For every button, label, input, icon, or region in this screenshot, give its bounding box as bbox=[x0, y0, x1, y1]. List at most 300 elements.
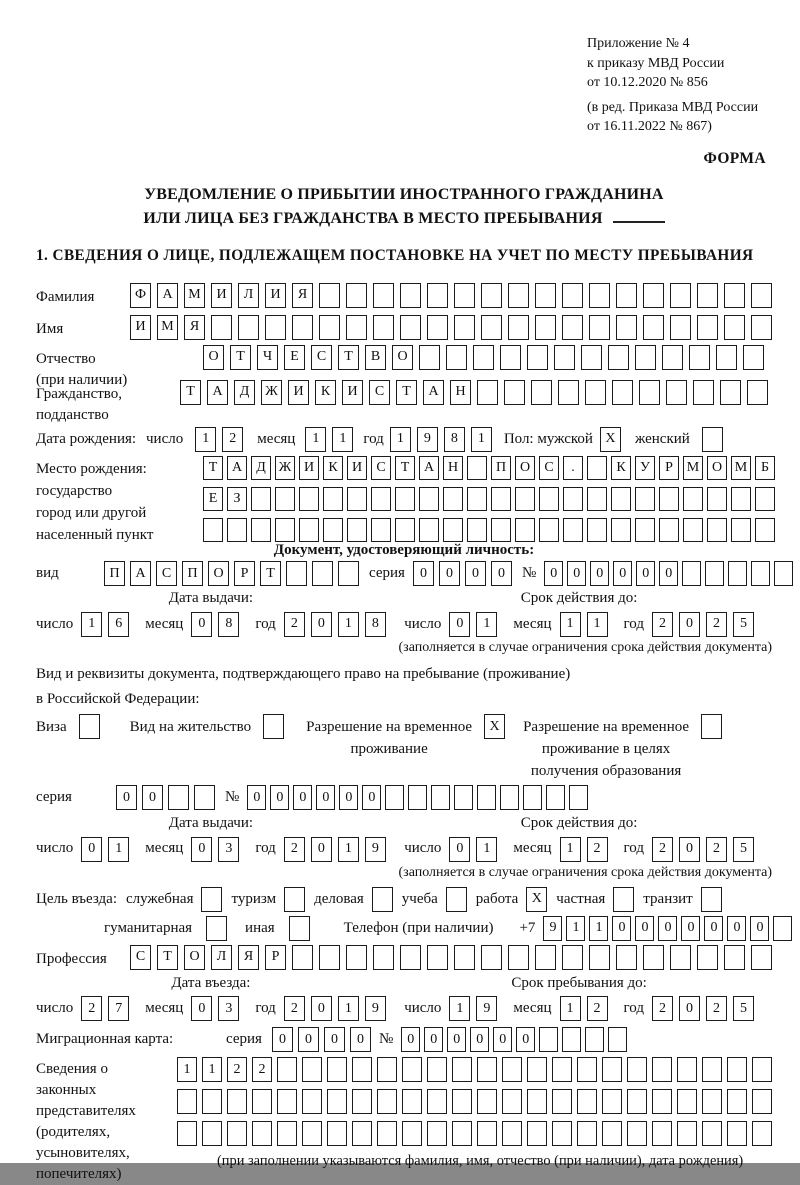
char-cell[interactable] bbox=[752, 1089, 772, 1114]
char-cell[interactable]: 0 bbox=[659, 561, 678, 586]
char-cell[interactable] bbox=[419, 518, 439, 542]
purpose-checkbox[interactable] bbox=[372, 887, 393, 912]
char-cell[interactable] bbox=[635, 518, 655, 542]
char-cell[interactable] bbox=[539, 1027, 558, 1052]
char-cell[interactable]: С bbox=[369, 380, 390, 405]
char-cell[interactable] bbox=[275, 518, 295, 542]
char-cell[interactable]: П bbox=[104, 561, 125, 586]
char-cell[interactable] bbox=[677, 1057, 697, 1082]
char-cell[interactable] bbox=[515, 487, 535, 511]
char-cell[interactable] bbox=[515, 518, 535, 542]
char-cell[interactable]: 1 bbox=[177, 1057, 197, 1082]
char-cell[interactable] bbox=[481, 315, 502, 340]
char-cell[interactable]: 3 bbox=[218, 996, 239, 1021]
char-cell[interactable]: 1 bbox=[195, 427, 216, 452]
char-cell[interactable] bbox=[347, 487, 367, 511]
char-cell[interactable]: 2 bbox=[706, 837, 727, 862]
char-cell[interactable] bbox=[395, 518, 415, 542]
char-cell[interactable]: 2 bbox=[706, 996, 727, 1021]
char-cell[interactable] bbox=[589, 283, 610, 308]
char-cell[interactable] bbox=[454, 283, 475, 308]
char-cell[interactable] bbox=[323, 518, 343, 542]
char-cell[interactable] bbox=[747, 380, 768, 405]
char-cell[interactable] bbox=[587, 456, 607, 480]
char-cell[interactable] bbox=[371, 518, 391, 542]
char-cell[interactable]: И bbox=[347, 456, 367, 480]
char-cell[interactable] bbox=[677, 1089, 697, 1114]
char-cell[interactable]: 0 bbox=[311, 612, 332, 637]
char-cell[interactable] bbox=[371, 487, 391, 511]
char-cell[interactable]: 0 bbox=[681, 916, 700, 941]
char-cell[interactable]: 1 bbox=[305, 427, 326, 452]
char-cell[interactable] bbox=[751, 561, 770, 586]
char-cell[interactable] bbox=[755, 487, 775, 511]
char-cell[interactable] bbox=[697, 283, 718, 308]
char-cell[interactable]: К bbox=[315, 380, 336, 405]
char-cell[interactable] bbox=[502, 1089, 522, 1114]
char-cell[interactable] bbox=[585, 1027, 604, 1052]
char-cell[interactable] bbox=[385, 785, 404, 810]
char-cell[interactable] bbox=[724, 283, 745, 308]
char-cell[interactable] bbox=[697, 945, 718, 970]
char-cell[interactable] bbox=[689, 345, 710, 370]
char-cell[interactable] bbox=[352, 1121, 372, 1146]
char-cell[interactable]: 0 bbox=[449, 837, 470, 862]
char-cell[interactable] bbox=[431, 785, 450, 810]
char-cell[interactable]: 0 bbox=[465, 561, 486, 586]
char-cell[interactable]: 1 bbox=[338, 612, 359, 637]
char-cell[interactable]: 0 bbox=[191, 612, 212, 637]
char-cell[interactable] bbox=[562, 945, 583, 970]
char-cell[interactable]: О bbox=[208, 561, 229, 586]
char-cell[interactable] bbox=[585, 380, 606, 405]
char-cell[interactable]: 0 bbox=[516, 1027, 535, 1052]
char-cell[interactable] bbox=[563, 518, 583, 542]
char-cell[interactable]: 0 bbox=[247, 785, 266, 810]
char-cell[interactable] bbox=[373, 945, 394, 970]
char-cell[interactable] bbox=[477, 380, 498, 405]
char-cell[interactable] bbox=[227, 1089, 247, 1114]
char-cell[interactable] bbox=[373, 315, 394, 340]
char-cell[interactable] bbox=[728, 561, 747, 586]
char-cell[interactable]: 7 bbox=[108, 996, 129, 1021]
char-cell[interactable] bbox=[659, 487, 679, 511]
char-cell[interactable]: С bbox=[539, 456, 559, 480]
char-cell[interactable]: 0 bbox=[413, 561, 434, 586]
char-cell[interactable]: Л bbox=[211, 945, 232, 970]
char-cell[interactable] bbox=[395, 487, 415, 511]
char-cell[interactable] bbox=[755, 518, 775, 542]
char-cell[interactable]: И bbox=[299, 456, 319, 480]
char-cell[interactable] bbox=[627, 1089, 647, 1114]
char-cell[interactable] bbox=[670, 315, 691, 340]
char-cell[interactable]: Ж bbox=[275, 456, 295, 480]
char-cell[interactable]: . bbox=[563, 456, 583, 480]
char-cell[interactable] bbox=[408, 785, 427, 810]
char-cell[interactable]: 0 bbox=[449, 612, 470, 637]
char-cell[interactable]: 0 bbox=[293, 785, 312, 810]
char-cell[interactable]: 9 bbox=[543, 916, 562, 941]
char-cell[interactable]: 1 bbox=[566, 916, 585, 941]
char-cell[interactable]: Т bbox=[338, 345, 359, 370]
male-checkbox[interactable]: X bbox=[600, 427, 621, 452]
char-cell[interactable]: 3 bbox=[218, 837, 239, 862]
char-cell[interactable]: 2 bbox=[284, 612, 305, 637]
char-cell[interactable] bbox=[652, 1089, 672, 1114]
char-cell[interactable]: 1 bbox=[338, 996, 359, 1021]
char-cell[interactable] bbox=[724, 315, 745, 340]
char-cell[interactable]: 0 bbox=[324, 1027, 345, 1052]
char-cell[interactable]: М bbox=[157, 315, 178, 340]
char-cell[interactable]: Н bbox=[443, 456, 463, 480]
char-cell[interactable] bbox=[277, 1121, 297, 1146]
char-cell[interactable] bbox=[452, 1121, 472, 1146]
char-cell[interactable]: Т bbox=[396, 380, 417, 405]
char-cell[interactable]: Д bbox=[251, 456, 271, 480]
char-cell[interactable]: Т bbox=[260, 561, 281, 586]
char-cell[interactable]: 0 bbox=[727, 916, 746, 941]
char-cell[interactable] bbox=[751, 283, 772, 308]
char-cell[interactable]: 0 bbox=[191, 996, 212, 1021]
char-cell[interactable] bbox=[373, 283, 394, 308]
char-cell[interactable]: 0 bbox=[362, 785, 381, 810]
char-cell[interactable] bbox=[252, 1121, 272, 1146]
char-cell[interactable] bbox=[327, 1057, 347, 1082]
char-cell[interactable]: М bbox=[731, 456, 751, 480]
char-cell[interactable] bbox=[707, 487, 727, 511]
char-cell[interactable]: 9 bbox=[417, 427, 438, 452]
char-cell[interactable]: 1 bbox=[560, 837, 581, 862]
char-cell[interactable]: Т bbox=[230, 345, 251, 370]
char-cell[interactable] bbox=[427, 945, 448, 970]
char-cell[interactable] bbox=[302, 1057, 322, 1082]
char-cell[interactable]: Н bbox=[450, 380, 471, 405]
char-cell[interactable] bbox=[587, 487, 607, 511]
char-cell[interactable] bbox=[670, 945, 691, 970]
char-cell[interactable]: 0 bbox=[679, 837, 700, 862]
char-cell[interactable]: М bbox=[184, 283, 205, 308]
char-cell[interactable] bbox=[751, 945, 772, 970]
char-cell[interactable] bbox=[491, 518, 511, 542]
char-cell[interactable] bbox=[177, 1089, 197, 1114]
char-cell[interactable] bbox=[352, 1089, 372, 1114]
char-cell[interactable]: 0 bbox=[401, 1027, 420, 1052]
char-cell[interactable]: С bbox=[130, 945, 151, 970]
char-cell[interactable]: 5 bbox=[733, 612, 754, 637]
char-cell[interactable] bbox=[643, 945, 664, 970]
char-cell[interactable] bbox=[552, 1121, 572, 1146]
char-cell[interactable] bbox=[319, 315, 340, 340]
char-cell[interactable]: А bbox=[423, 380, 444, 405]
char-cell[interactable]: 0 bbox=[116, 785, 137, 810]
visa-checkbox[interactable] bbox=[79, 714, 100, 739]
char-cell[interactable]: 0 bbox=[272, 1027, 293, 1052]
char-cell[interactable]: Р bbox=[234, 561, 255, 586]
char-cell[interactable]: А bbox=[207, 380, 228, 405]
char-cell[interactable] bbox=[502, 1121, 522, 1146]
char-cell[interactable]: 0 bbox=[493, 1027, 512, 1052]
char-cell[interactable] bbox=[727, 1057, 747, 1082]
char-cell[interactable] bbox=[743, 345, 764, 370]
char-cell[interactable]: Т bbox=[395, 456, 415, 480]
char-cell[interactable]: 1 bbox=[81, 612, 102, 637]
char-cell[interactable]: 1 bbox=[338, 837, 359, 862]
char-cell[interactable] bbox=[724, 945, 745, 970]
char-cell[interactable] bbox=[731, 518, 751, 542]
char-cell[interactable] bbox=[238, 315, 259, 340]
char-cell[interactable] bbox=[720, 380, 741, 405]
char-cell[interactable] bbox=[477, 1089, 497, 1114]
char-cell[interactable]: 0 bbox=[311, 996, 332, 1021]
char-cell[interactable] bbox=[452, 1089, 472, 1114]
char-cell[interactable]: 2 bbox=[222, 427, 243, 452]
char-cell[interactable] bbox=[577, 1057, 597, 1082]
char-cell[interactable]: С bbox=[311, 345, 332, 370]
purpose-checkbox[interactable]: X bbox=[526, 887, 547, 912]
char-cell[interactable] bbox=[275, 487, 295, 511]
char-cell[interactable] bbox=[702, 1089, 722, 1114]
char-cell[interactable]: И bbox=[211, 283, 232, 308]
char-cell[interactable]: 2 bbox=[81, 996, 102, 1021]
char-cell[interactable]: 1 bbox=[449, 996, 470, 1021]
char-cell[interactable] bbox=[473, 345, 494, 370]
char-cell[interactable]: Е bbox=[203, 487, 223, 511]
char-cell[interactable]: Я bbox=[238, 945, 259, 970]
char-cell[interactable] bbox=[402, 1057, 422, 1082]
char-cell[interactable]: Е bbox=[284, 345, 305, 370]
char-cell[interactable] bbox=[500, 345, 521, 370]
char-cell[interactable] bbox=[552, 1089, 572, 1114]
char-cell[interactable] bbox=[697, 315, 718, 340]
char-cell[interactable] bbox=[535, 283, 556, 308]
char-cell[interactable] bbox=[662, 345, 683, 370]
char-cell[interactable]: 1 bbox=[560, 996, 581, 1021]
char-cell[interactable] bbox=[168, 785, 189, 810]
char-cell[interactable] bbox=[539, 487, 559, 511]
char-cell[interactable] bbox=[652, 1121, 672, 1146]
char-cell[interactable] bbox=[562, 283, 583, 308]
purpose-checkbox[interactable] bbox=[701, 887, 722, 912]
char-cell[interactable]: Я bbox=[292, 283, 313, 308]
char-cell[interactable] bbox=[608, 1027, 627, 1052]
char-cell[interactable]: 0 bbox=[679, 612, 700, 637]
purpose-checkbox[interactable] bbox=[446, 887, 467, 912]
char-cell[interactable]: 0 bbox=[613, 561, 632, 586]
char-cell[interactable] bbox=[643, 283, 664, 308]
char-cell[interactable] bbox=[338, 561, 359, 586]
char-cell[interactable]: 0 bbox=[350, 1027, 371, 1052]
char-cell[interactable] bbox=[194, 785, 215, 810]
char-cell[interactable]: А bbox=[130, 561, 151, 586]
char-cell[interactable] bbox=[705, 561, 724, 586]
char-cell[interactable]: И bbox=[342, 380, 363, 405]
char-cell[interactable]: 0 bbox=[316, 785, 335, 810]
char-cell[interactable] bbox=[227, 518, 247, 542]
char-cell[interactable]: 0 bbox=[81, 837, 102, 862]
char-cell[interactable]: 0 bbox=[567, 561, 586, 586]
char-cell[interactable] bbox=[427, 283, 448, 308]
char-cell[interactable] bbox=[508, 315, 529, 340]
char-cell[interactable]: 0 bbox=[750, 916, 769, 941]
char-cell[interactable] bbox=[277, 1089, 297, 1114]
char-cell[interactable] bbox=[774, 561, 793, 586]
char-cell[interactable] bbox=[454, 315, 475, 340]
char-cell[interactable] bbox=[346, 283, 367, 308]
char-cell[interactable] bbox=[286, 561, 307, 586]
char-cell[interactable]: Л bbox=[238, 283, 259, 308]
char-cell[interactable]: И bbox=[288, 380, 309, 405]
char-cell[interactable]: 5 bbox=[733, 996, 754, 1021]
char-cell[interactable] bbox=[558, 380, 579, 405]
char-cell[interactable]: Б bbox=[755, 456, 775, 480]
char-cell[interactable] bbox=[299, 518, 319, 542]
char-cell[interactable] bbox=[577, 1089, 597, 1114]
char-cell[interactable]: 0 bbox=[590, 561, 609, 586]
char-cell[interactable] bbox=[523, 785, 542, 810]
purpose-checkbox[interactable] bbox=[206, 916, 227, 941]
char-cell[interactable]: 1 bbox=[471, 427, 492, 452]
char-cell[interactable]: 1 bbox=[108, 837, 129, 862]
char-cell[interactable] bbox=[419, 345, 440, 370]
char-cell[interactable]: Т bbox=[180, 380, 201, 405]
char-cell[interactable]: 1 bbox=[560, 612, 581, 637]
char-cell[interactable] bbox=[252, 1089, 272, 1114]
char-cell[interactable]: С bbox=[371, 456, 391, 480]
char-cell[interactable] bbox=[347, 518, 367, 542]
char-cell[interactable] bbox=[659, 518, 679, 542]
char-cell[interactable] bbox=[427, 1121, 447, 1146]
char-cell[interactable] bbox=[292, 945, 313, 970]
char-cell[interactable]: 2 bbox=[252, 1057, 272, 1082]
char-cell[interactable] bbox=[552, 1057, 572, 1082]
char-cell[interactable] bbox=[203, 518, 223, 542]
char-cell[interactable]: 5 bbox=[733, 837, 754, 862]
char-cell[interactable] bbox=[727, 1121, 747, 1146]
char-cell[interactable]: 2 bbox=[227, 1057, 247, 1082]
char-cell[interactable] bbox=[752, 1057, 772, 1082]
char-cell[interactable] bbox=[616, 315, 637, 340]
char-cell[interactable] bbox=[546, 785, 565, 810]
char-cell[interactable] bbox=[569, 785, 588, 810]
edu-permit-checkbox[interactable] bbox=[701, 714, 722, 739]
char-cell[interactable]: 0 bbox=[470, 1027, 489, 1052]
char-cell[interactable] bbox=[323, 487, 343, 511]
char-cell[interactable] bbox=[312, 561, 333, 586]
char-cell[interactable] bbox=[693, 380, 714, 405]
char-cell[interactable] bbox=[666, 380, 687, 405]
char-cell[interactable] bbox=[602, 1089, 622, 1114]
char-cell[interactable]: 0 bbox=[658, 916, 677, 941]
char-cell[interactable] bbox=[202, 1121, 222, 1146]
char-cell[interactable] bbox=[589, 315, 610, 340]
char-cell[interactable]: А bbox=[227, 456, 247, 480]
char-cell[interactable]: 2 bbox=[652, 996, 673, 1021]
char-cell[interactable] bbox=[302, 1089, 322, 1114]
char-cell[interactable] bbox=[251, 518, 271, 542]
char-cell[interactable]: П bbox=[491, 456, 511, 480]
char-cell[interactable]: 0 bbox=[298, 1027, 319, 1052]
char-cell[interactable]: С bbox=[156, 561, 177, 586]
char-cell[interactable] bbox=[400, 945, 421, 970]
char-cell[interactable]: 2 bbox=[284, 996, 305, 1021]
char-cell[interactable]: 6 bbox=[108, 612, 129, 637]
char-cell[interactable] bbox=[611, 518, 631, 542]
char-cell[interactable]: 8 bbox=[218, 612, 239, 637]
char-cell[interactable] bbox=[589, 945, 610, 970]
char-cell[interactable] bbox=[454, 785, 473, 810]
char-cell[interactable] bbox=[377, 1121, 397, 1146]
char-cell[interactable]: В bbox=[365, 345, 386, 370]
char-cell[interactable]: 8 bbox=[365, 612, 386, 637]
char-cell[interactable] bbox=[727, 1089, 747, 1114]
char-cell[interactable]: Р bbox=[265, 945, 286, 970]
char-cell[interactable]: 1 bbox=[476, 612, 497, 637]
char-cell[interactable] bbox=[327, 1121, 347, 1146]
char-cell[interactable] bbox=[327, 1089, 347, 1114]
char-cell[interactable] bbox=[677, 1121, 697, 1146]
char-cell[interactable] bbox=[477, 1057, 497, 1082]
char-cell[interactable]: З bbox=[227, 487, 247, 511]
char-cell[interactable]: 2 bbox=[652, 612, 673, 637]
char-cell[interactable] bbox=[502, 1057, 522, 1082]
char-cell[interactable] bbox=[454, 945, 475, 970]
char-cell[interactable]: К bbox=[323, 456, 343, 480]
char-cell[interactable] bbox=[177, 1121, 197, 1146]
char-cell[interactable] bbox=[602, 1121, 622, 1146]
char-cell[interactable]: 2 bbox=[587, 996, 608, 1021]
char-cell[interactable] bbox=[467, 456, 487, 480]
char-cell[interactable] bbox=[616, 945, 637, 970]
char-cell[interactable]: 0 bbox=[491, 561, 512, 586]
char-cell[interactable] bbox=[731, 487, 751, 511]
char-cell[interactable] bbox=[639, 380, 660, 405]
char-cell[interactable]: 2 bbox=[587, 837, 608, 862]
char-cell[interactable] bbox=[377, 1057, 397, 1082]
char-cell[interactable]: А bbox=[157, 283, 178, 308]
char-cell[interactable]: 2 bbox=[652, 837, 673, 862]
char-cell[interactable] bbox=[612, 380, 633, 405]
char-cell[interactable]: 0 bbox=[447, 1027, 466, 1052]
char-cell[interactable]: Т bbox=[203, 456, 223, 480]
char-cell[interactable]: 8 bbox=[444, 427, 465, 452]
char-cell[interactable]: А bbox=[419, 456, 439, 480]
char-cell[interactable] bbox=[683, 518, 703, 542]
char-cell[interactable] bbox=[477, 1121, 497, 1146]
char-cell[interactable] bbox=[211, 315, 232, 340]
char-cell[interactable]: Ф bbox=[130, 283, 151, 308]
char-cell[interactable]: 1 bbox=[476, 837, 497, 862]
char-cell[interactable] bbox=[504, 380, 525, 405]
char-cell[interactable]: У bbox=[635, 456, 655, 480]
char-cell[interactable] bbox=[702, 1057, 722, 1082]
char-cell[interactable] bbox=[527, 1057, 547, 1082]
purpose-checkbox[interactable] bbox=[201, 887, 222, 912]
char-cell[interactable] bbox=[683, 487, 703, 511]
char-cell[interactable] bbox=[608, 345, 629, 370]
char-cell[interactable]: 0 bbox=[270, 785, 289, 810]
char-cell[interactable] bbox=[611, 487, 631, 511]
char-cell[interactable] bbox=[346, 945, 367, 970]
char-cell[interactable]: 9 bbox=[476, 996, 497, 1021]
char-cell[interactable]: 1 bbox=[332, 427, 353, 452]
char-cell[interactable] bbox=[302, 1121, 322, 1146]
char-cell[interactable]: О bbox=[392, 345, 413, 370]
char-cell[interactable] bbox=[400, 283, 421, 308]
char-cell[interactable] bbox=[627, 1057, 647, 1082]
char-cell[interactable]: О bbox=[184, 945, 205, 970]
char-cell[interactable] bbox=[319, 945, 340, 970]
char-cell[interactable] bbox=[535, 315, 556, 340]
